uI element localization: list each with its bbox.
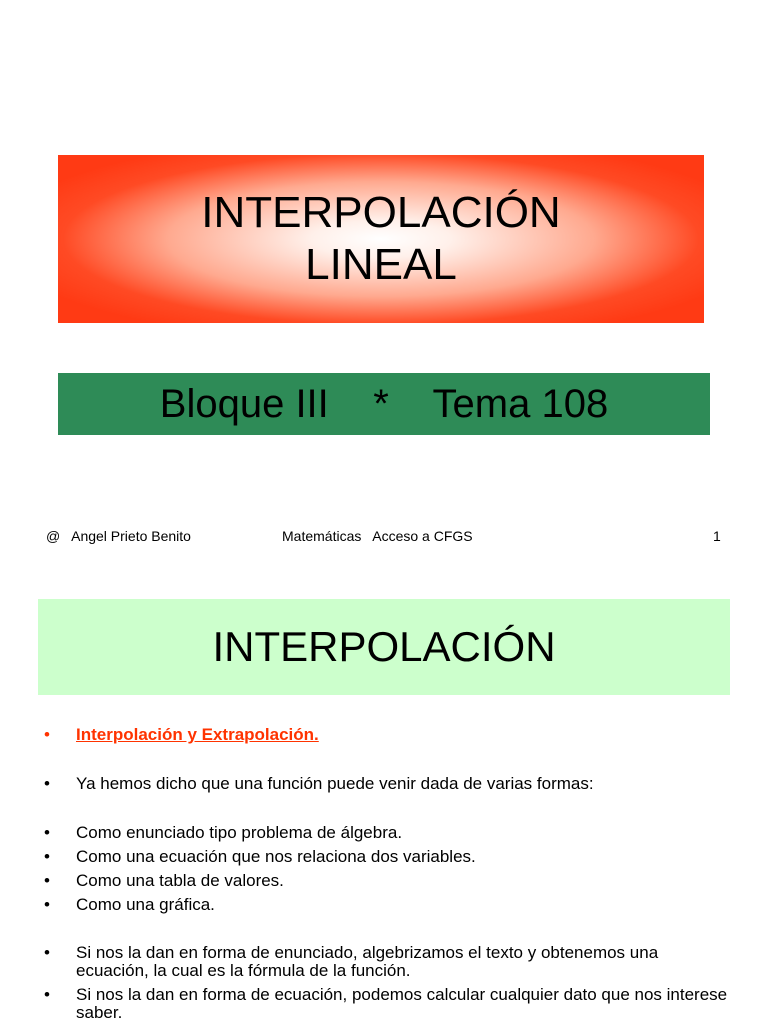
bullet-icon: • <box>44 774 50 793</box>
section-heading: INTERPOLACIÓN <box>38 599 730 695</box>
bullet-text: Como enunciado tipo problema de álgebra. <box>76 823 403 842</box>
bullet-item <box>44 775 734 793</box>
footer-course: Matemáticas Acceso a CFGS <box>282 528 473 544</box>
title-line-2: LINEAL <box>305 240 457 289</box>
bullet-text: Si nos la dan en forma de enunciado, algebrizamos el texto y obtenemos una ecuación, la cual es la fórmula de la función. <box>76 943 659 980</box>
title-line-1: INTERPOLACIÓN <box>201 188 561 237</box>
bullet-icon: • <box>44 985 50 1004</box>
bullet-text: Si nos la dan en forma de ecuación, podemos calcular cualquier dato que nos interese saber. <box>76 985 728 1022</box>
bullet-item <box>44 896 734 914</box>
bullet-item <box>44 848 734 866</box>
bullet-item <box>44 824 734 842</box>
bullet-item <box>44 872 734 890</box>
subtitle-banner: Bloque III * Tema 108 <box>58 373 710 435</box>
bullet-item <box>44 944 734 980</box>
bullet-text: Como una tabla de valores. <box>76 871 284 890</box>
bullet-list <box>44 726 734 1022</box>
bullet-icon: • <box>44 847 50 866</box>
bullet-icon: • <box>44 725 50 744</box>
footer-page-number: 1 <box>713 528 721 544</box>
topic-link[interactable]: Interpolación y Extrapolación. <box>76 725 319 744</box>
bullet-icon: • <box>44 871 50 890</box>
title-banner <box>58 155 704 323</box>
bullet-text: Como una ecuación que nos relaciona dos variables. <box>76 847 476 866</box>
bullet-icon: • <box>44 943 50 962</box>
bullet-icon: • <box>44 823 50 842</box>
footer-author: @ Angel Prieto Benito <box>46 528 191 544</box>
bullet-text: Como una gráfica. <box>76 895 215 914</box>
bullet-item <box>44 986 734 1022</box>
bullet-item <box>44 726 734 744</box>
bullet-text: Ya hemos dicho que una función puede venir dada de varias formas: <box>76 774 594 793</box>
bullet-icon: • <box>44 895 50 914</box>
